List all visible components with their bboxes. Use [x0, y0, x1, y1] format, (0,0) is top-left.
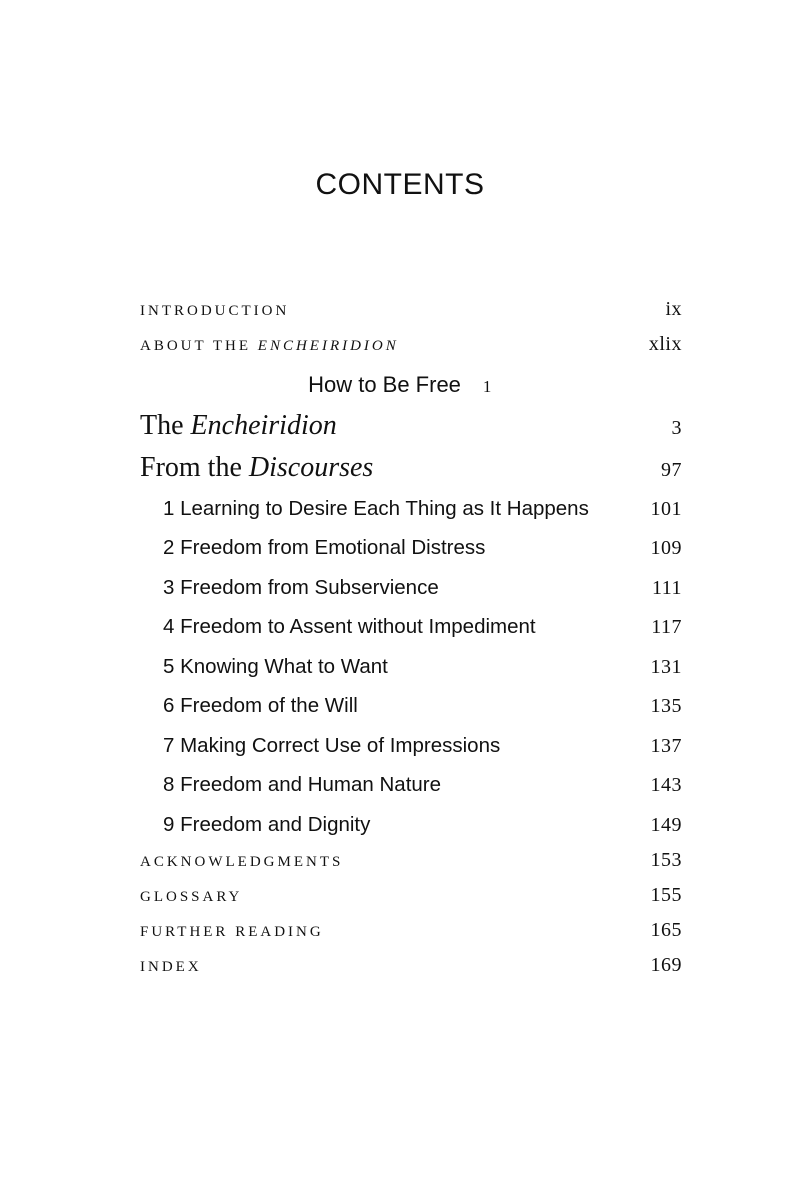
toc-chapter-9[interactable]	[163, 813, 682, 837]
toc-chapter-label: 9 Freedom and Dignity	[163, 813, 371, 836]
toc-entry-page: ix	[665, 298, 682, 320]
toc-chapter-5[interactable]	[163, 655, 682, 679]
toc-entry-page: xlix	[648, 333, 682, 355]
page-title: CONTENTS	[315, 168, 485, 201]
toc-entry-label: INDEX	[140, 959, 202, 975]
toc-part-page: 1	[482, 377, 492, 396]
toc-chapter-7[interactable]	[163, 734, 682, 758]
toc-chapter-label: 5 Knowing What to Want	[163, 655, 388, 678]
toc-chapter-label: 6 Freedom of the Will	[163, 694, 358, 717]
toc-chapter-label: 4 Freedom to Assent without Impediment	[163, 615, 536, 638]
toc-entry-label-prefix: From the	[140, 452, 249, 483]
toc-chapter-label: 1 Learning to Desire Each Thing as It Happens	[163, 497, 589, 520]
toc-entry-label	[140, 452, 373, 484]
toc-entry-further-reading[interactable]	[140, 919, 682, 942]
toc-entry-page: 155	[650, 884, 682, 906]
toc-entry-label-prefix: The	[140, 410, 191, 441]
toc-chapter-page: 143	[650, 774, 682, 796]
toc-chapter-label: 2 Freedom from Emotional Distress	[163, 536, 486, 559]
toc-entry-index[interactable]	[140, 954, 682, 977]
toc-entry-label-italic: Encheiridion	[190, 410, 337, 441]
toc-entry-label	[140, 410, 337, 442]
toc-chapter-label: 8 Freedom and Human Nature	[163, 773, 442, 796]
toc-chapter-page: 101	[650, 498, 682, 520]
toc-entry-label: INTRODUCTION	[140, 303, 290, 319]
toc-entry-label-prefix: ABOUT THE	[140, 338, 258, 354]
toc-entry-label	[140, 338, 399, 355]
toc-entry-label-italic: Discourses	[248, 452, 374, 483]
toc-chapter-page: 137	[650, 735, 682, 757]
toc-entry-page: 3	[671, 417, 682, 439]
toc-chapter-label: 3 Freedom from Subservience	[163, 576, 439, 599]
toc-entry-page: 97	[661, 459, 682, 481]
toc-chapter-1[interactable]	[163, 497, 682, 521]
toc-entry-page: 153	[650, 849, 682, 871]
toc-chapter-3[interactable]	[163, 576, 682, 600]
toc-entry-introduction[interactable]	[140, 298, 682, 321]
toc-chapter-4[interactable]	[163, 615, 682, 639]
toc-chapter-page: 135	[650, 695, 682, 717]
toc-part-label: How to Be Free	[308, 372, 461, 397]
toc-chapter-page: 111	[651, 577, 682, 599]
toc-chapter-page: 131	[650, 656, 682, 678]
toc-chapter-6[interactable]	[163, 694, 682, 718]
toc-entry-discourses[interactable]	[140, 452, 682, 484]
toc-entry-label-italic: ENCHEIRIDION	[257, 338, 399, 354]
toc-entry-page: 169	[650, 954, 682, 976]
toc-entry-encheiridion[interactable]	[140, 410, 682, 442]
toc-entry-label: ACKNOWLEDGMENTS	[140, 854, 344, 870]
toc-entry-about[interactable]	[140, 333, 682, 356]
toc-entry-label: FURTHER READING	[140, 924, 324, 940]
toc-entry-page: 165	[650, 919, 682, 941]
toc-chapter-2[interactable]	[163, 536, 682, 560]
toc-entry-glossary[interactable]	[140, 884, 682, 907]
toc-chapter-8[interactable]	[163, 773, 682, 797]
toc-entry-acknowledgments[interactable]	[140, 849, 682, 872]
toc-chapter-page: 117	[651, 616, 682, 638]
toc-chapter-page: 109	[650, 537, 682, 559]
toc-entry-label: GLOSSARY	[140, 889, 243, 905]
toc-part-heading[interactable]	[0, 372, 800, 398]
toc-chapter-page: 149	[650, 814, 682, 836]
toc-chapter-label: 7 Making Correct Use of Impressions	[163, 734, 501, 757]
